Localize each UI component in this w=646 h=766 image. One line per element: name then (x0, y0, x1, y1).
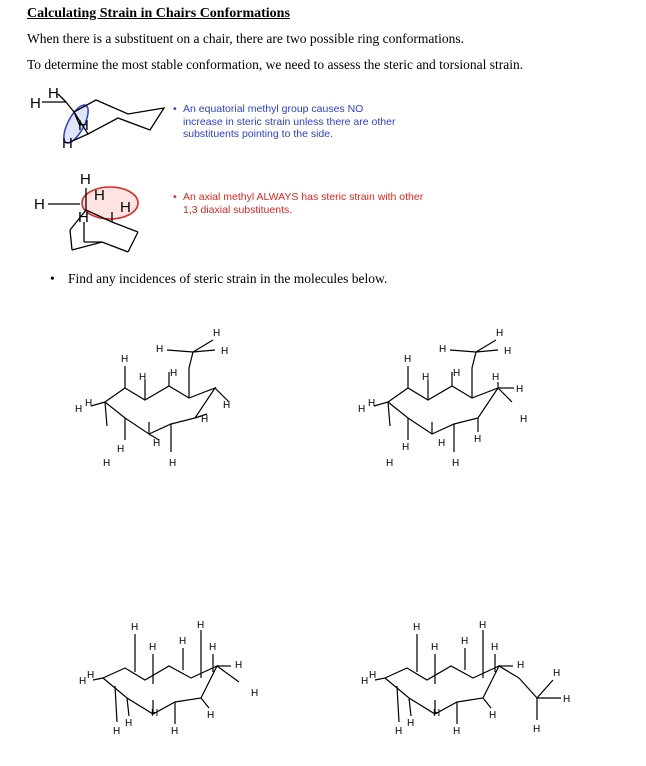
task-instruction-text: Find any incidences of steric strain in the molecules below. (68, 271, 388, 286)
atom-h: H (117, 444, 125, 455)
atom-h: H (516, 384, 524, 395)
atom-h: H (85, 398, 93, 409)
atom-h: H (209, 642, 217, 653)
page-heading: Calculating Strain in Chairs Conformations (27, 6, 290, 21)
atom-h: H (221, 346, 229, 357)
equatorial-note-line-1: An equatorial methyl group causes NO (183, 103, 364, 115)
atom-h: H (439, 344, 447, 355)
atom-h: H (153, 438, 161, 449)
molecule-1-structure (65, 322, 265, 472)
bullet: • (50, 271, 55, 286)
task-instruction (50, 271, 387, 287)
atom-h: H (504, 346, 512, 357)
atom-h: H (496, 328, 504, 339)
molecule-3-structure (75, 618, 275, 744)
atom-h: H (79, 676, 87, 687)
atom-h: H (533, 724, 541, 735)
atom-h: H (520, 414, 528, 425)
atom-h: H (151, 708, 159, 719)
atom-h: H (563, 694, 571, 705)
atom-h: H (113, 726, 121, 737)
atom-h: H (75, 404, 83, 415)
atom-h: H (479, 620, 487, 631)
bullet: • (173, 103, 177, 115)
atom-h: H (120, 199, 131, 216)
atom-h: H (169, 458, 177, 469)
atom-h: H (170, 368, 178, 379)
atom-h: H (235, 660, 243, 671)
atom-h: H (80, 171, 91, 188)
atom-h: H (395, 726, 403, 737)
axial-note-line-1: An axial methyl ALWAYS has steric strain with other (183, 191, 424, 203)
atom-h: H (474, 434, 482, 445)
atom-h: H (422, 372, 430, 383)
atom-h: H (207, 710, 215, 721)
atom-h: H (131, 622, 139, 633)
intro-paragraph-1: When there is a substituent on a chair, there are two possible ring conformations. (27, 31, 464, 46)
atom-h: H (62, 135, 73, 152)
atom-h: H (201, 414, 209, 425)
atom-h: H (149, 642, 157, 653)
atom-h: H (453, 726, 461, 737)
atom-h: H (453, 368, 461, 379)
equatorial-note-line-2: increase in steric strain unless there are other (183, 115, 396, 128)
axial-methyl-chair-structure (32, 166, 172, 262)
atom-h: H (369, 670, 377, 681)
atom-h: H (433, 708, 441, 719)
atom-h: H (407, 718, 415, 729)
atom-h: H (438, 438, 446, 449)
equatorial-note-line-3: substituents pointing to the side. (183, 128, 334, 140)
atom-h: H (461, 636, 469, 647)
atom-h: H (78, 117, 89, 134)
atom-h: H (197, 620, 205, 631)
atom-h: H (553, 668, 561, 679)
atom-h: H (517, 660, 525, 671)
atom-h: H (402, 442, 410, 453)
equatorial-methyl-chair-structure (28, 86, 178, 156)
atom-h: H (404, 354, 412, 365)
atom-h: H (48, 85, 59, 102)
atom-h: H (78, 209, 89, 226)
atom-h: H (30, 95, 41, 112)
atom-h: H (452, 458, 460, 469)
molecule-2-structure (348, 322, 558, 472)
atom-h: H (171, 726, 179, 737)
atom-h: H (223, 400, 231, 411)
atom-h: H (361, 676, 369, 687)
bullet: • (173, 191, 177, 203)
atom-h: H (139, 372, 147, 383)
axial-note-line-2: 1,3 diaxial substituents. (183, 203, 293, 216)
atom-h: H (431, 642, 439, 653)
equatorial-note (173, 103, 433, 141)
atom-h: H (251, 688, 259, 699)
atom-h: H (121, 354, 129, 365)
atom-h: H (156, 344, 164, 355)
atom-h: H (179, 636, 187, 647)
atom-h: H (358, 404, 366, 415)
intro-paragraph-2: To determine the most stable conformation, we need to assess the steric and torsional strain. (27, 57, 524, 72)
atom-h: H (34, 196, 45, 213)
atom-h: H (386, 458, 394, 469)
atom-h: H (125, 718, 133, 729)
atom-h: H (103, 458, 111, 469)
atom-h: H (491, 642, 499, 653)
atom-h: H (87, 670, 95, 681)
atom-h: H (413, 622, 421, 633)
atom-h: H (489, 710, 497, 721)
axial-note (173, 191, 463, 216)
molecule-4-structure (357, 618, 587, 744)
atom-h: H (368, 398, 376, 409)
atom-h: H (213, 328, 221, 339)
atom-h: H (94, 187, 105, 204)
atom-h: H (492, 372, 500, 383)
